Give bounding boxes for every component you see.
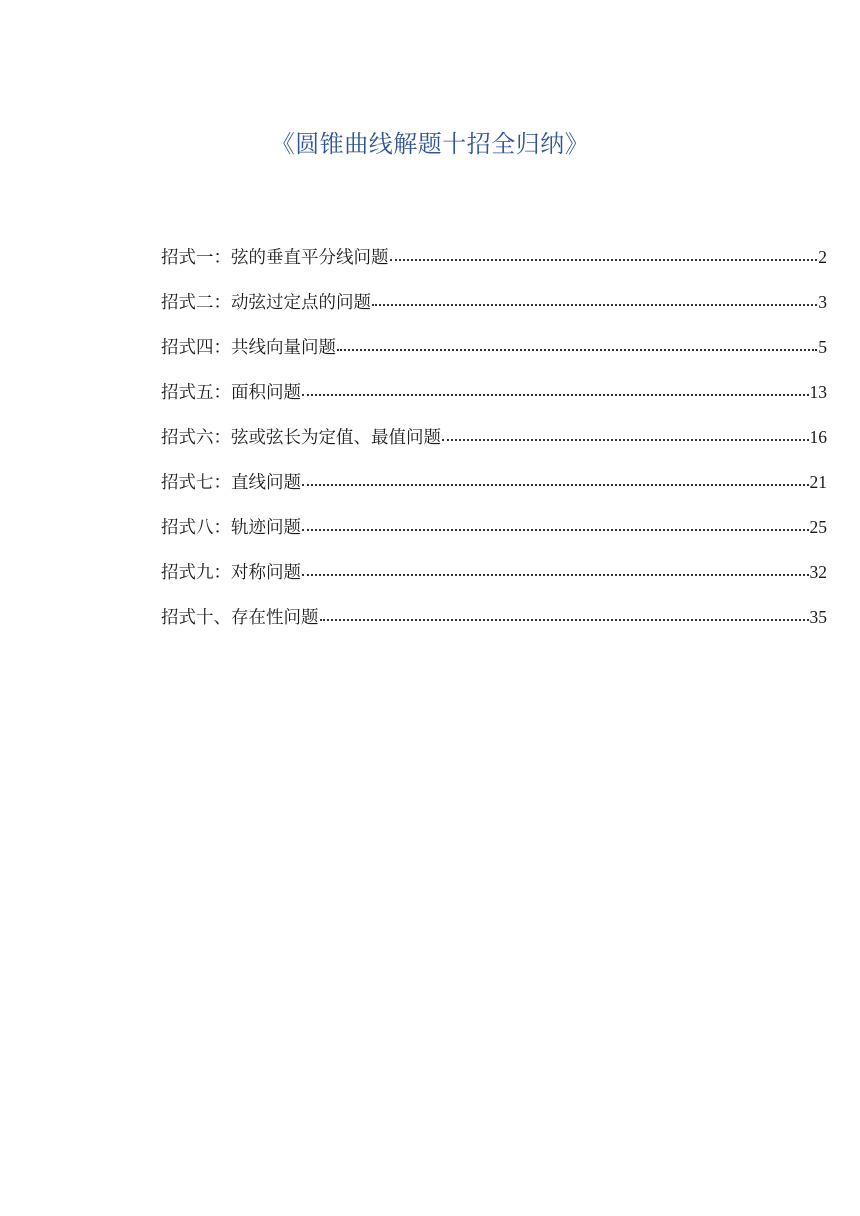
toc-entry[interactable] xyxy=(161,464,827,509)
toc-dot-leader xyxy=(302,515,809,531)
toc-entry-title: 招式一：弦的垂直平分线问题 xyxy=(161,248,389,268)
toc-dot-leader xyxy=(302,560,809,576)
toc-page-number: 13 xyxy=(809,382,827,402)
toc-entry-title: 招式八：轨迹问题 xyxy=(161,518,301,538)
toc-page-number: 16 xyxy=(809,427,827,447)
toc-page-number: 2 xyxy=(818,247,827,267)
toc-entry[interactable] xyxy=(161,239,827,284)
toc-entry-title: 招式五：面积问题 xyxy=(161,383,301,403)
toc-entry-title: 招式十、存在性问题 xyxy=(161,608,319,628)
toc-entry[interactable] xyxy=(161,419,827,464)
document-title: 《圆锥曲线解题十招全归纳》 xyxy=(270,130,590,158)
toc-page-number: 35 xyxy=(809,607,827,627)
toc-dot-leader xyxy=(372,290,817,306)
table-of-contents xyxy=(161,239,827,644)
toc-entry-title: 招式二：动弦过定点的问题 xyxy=(161,293,371,313)
toc-page-number: 5 xyxy=(818,337,827,357)
toc-page-number: 21 xyxy=(809,472,827,492)
toc-entry[interactable] xyxy=(161,329,827,374)
toc-entry[interactable] xyxy=(161,374,827,419)
toc-entry[interactable] xyxy=(161,599,827,644)
toc-dot-leader xyxy=(337,335,817,351)
toc-page-number: 3 xyxy=(818,292,827,312)
toc-page-number: 32 xyxy=(809,562,827,582)
toc-page-number: 25 xyxy=(809,517,827,537)
toc-entry[interactable] xyxy=(161,509,827,554)
toc-dot-leader xyxy=(390,245,818,261)
toc-entry[interactable] xyxy=(161,554,827,599)
toc-entry-title: 招式六：弦或弦长为定值、最值问题 xyxy=(161,428,441,448)
toc-dot-leader xyxy=(302,380,809,396)
toc-dot-leader xyxy=(442,425,809,441)
toc-dot-leader xyxy=(320,605,809,621)
toc-entry-title: 招式四：共线向量问题 xyxy=(161,338,336,358)
toc-entry-title: 招式九：对称问题 xyxy=(161,563,301,583)
toc-entry-title: 招式七：直线问题 xyxy=(161,473,301,493)
toc-dot-leader xyxy=(302,470,809,486)
toc-entry[interactable] xyxy=(161,284,827,329)
